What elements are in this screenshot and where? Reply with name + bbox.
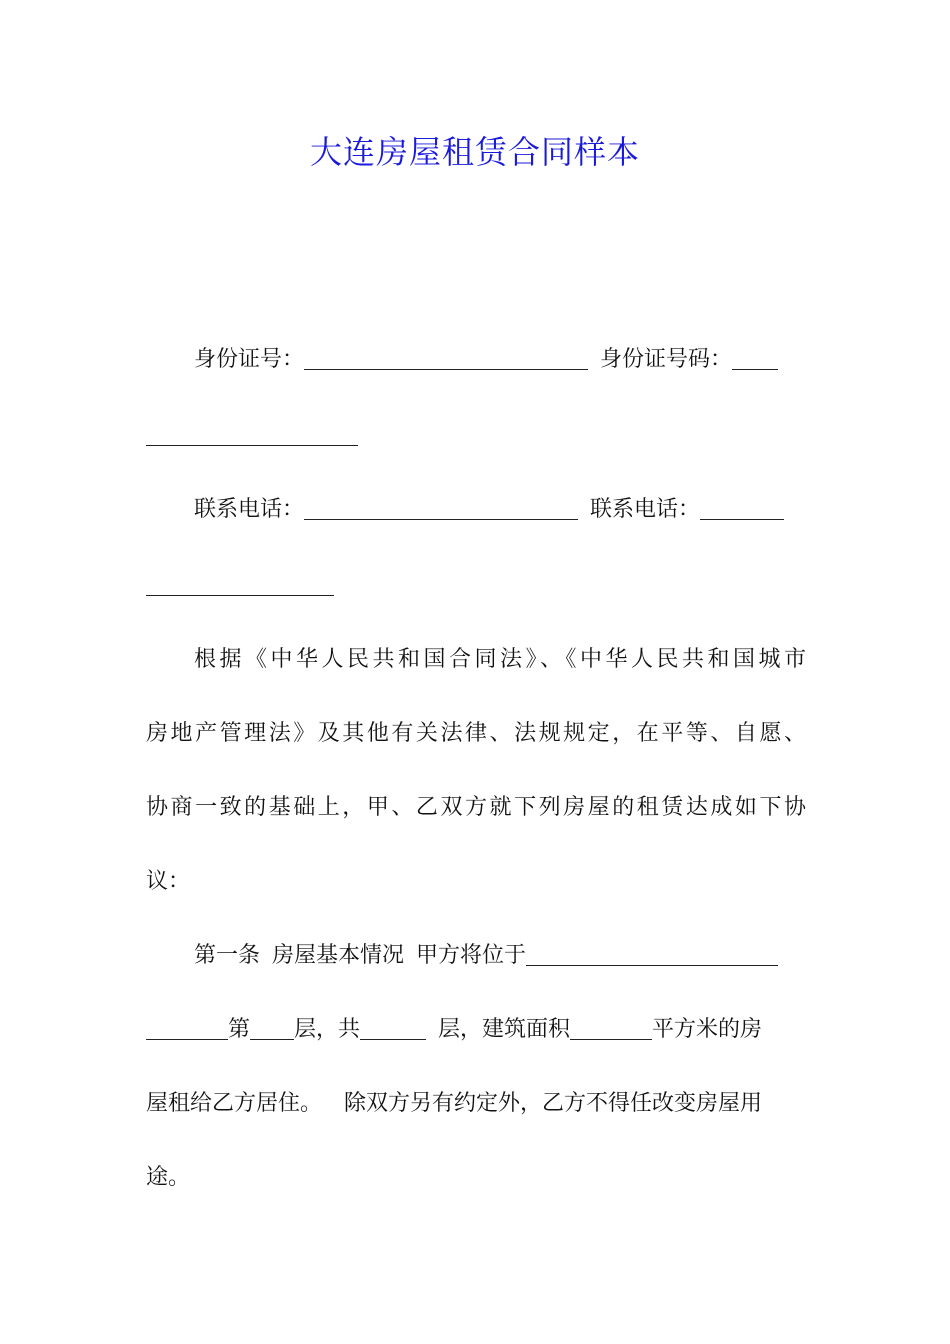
preamble-line-4: 议： — [146, 869, 191, 894]
phone-label: 联系电话： — [194, 497, 305, 522]
id-number-label: 身份证号： — [194, 347, 305, 372]
address-blank — [526, 941, 778, 966]
id-number-label-b: 身份证号码： — [600, 347, 733, 372]
phone-blank-b — [700, 495, 784, 520]
article-1-line-1 — [194, 938, 854, 974]
preamble-line-2: 房地产管理法》及其他有关法律、法规规定，在平等、自愿、 — [146, 721, 806, 746]
phone-label-b: 联系电话： — [590, 497, 701, 522]
total-floors-blank — [360, 1015, 426, 1040]
document-title: 大连房屋租赁合同样本 — [309, 133, 640, 171]
id-number-continuation — [146, 418, 806, 454]
id-number-blank-b — [732, 345, 778, 370]
address-blank-cont — [146, 1015, 228, 1040]
id-number-row — [194, 342, 854, 378]
article-1-subheading: 房屋基本情况 — [272, 943, 405, 968]
area-blank — [570, 1015, 652, 1040]
phone-blank — [304, 495, 578, 520]
article-1-line-3-a: 屋租给乙方居住。 — [146, 1091, 323, 1116]
article-1-heading: 第一条 — [194, 943, 261, 968]
phone-row — [194, 492, 854, 528]
article-1-line-4: 途。 — [146, 1165, 191, 1190]
floor-label: 第 — [228, 1017, 251, 1042]
preamble-line-1: 根据《中华人民共和国合同法》、《中华人民共和国城市 — [194, 647, 806, 672]
id-number-blank — [304, 345, 588, 370]
article-1-line-3 — [146, 1086, 806, 1122]
article-1-line-3-b: 除双方另有约定外，乙方不得任改变房屋用 — [344, 1091, 763, 1116]
area-suffix: 平方米的房 — [652, 1017, 763, 1042]
phone-continuation — [146, 568, 806, 604]
floor-suffix: 层，共 — [294, 1017, 361, 1042]
article-1-text-a: 甲方将位于 — [416, 943, 527, 968]
article-1-line-2 — [146, 1012, 806, 1048]
id-number-blank-b-cont — [146, 421, 358, 446]
floor-blank — [250, 1015, 294, 1040]
phone-blank-b-cont — [146, 571, 334, 596]
preamble-line-3: 协商一致的基础上，甲、乙双方就下列房屋的租赁达成如下协 — [146, 795, 806, 820]
total-floors-suffix: 层，建筑面积 — [438, 1017, 571, 1042]
